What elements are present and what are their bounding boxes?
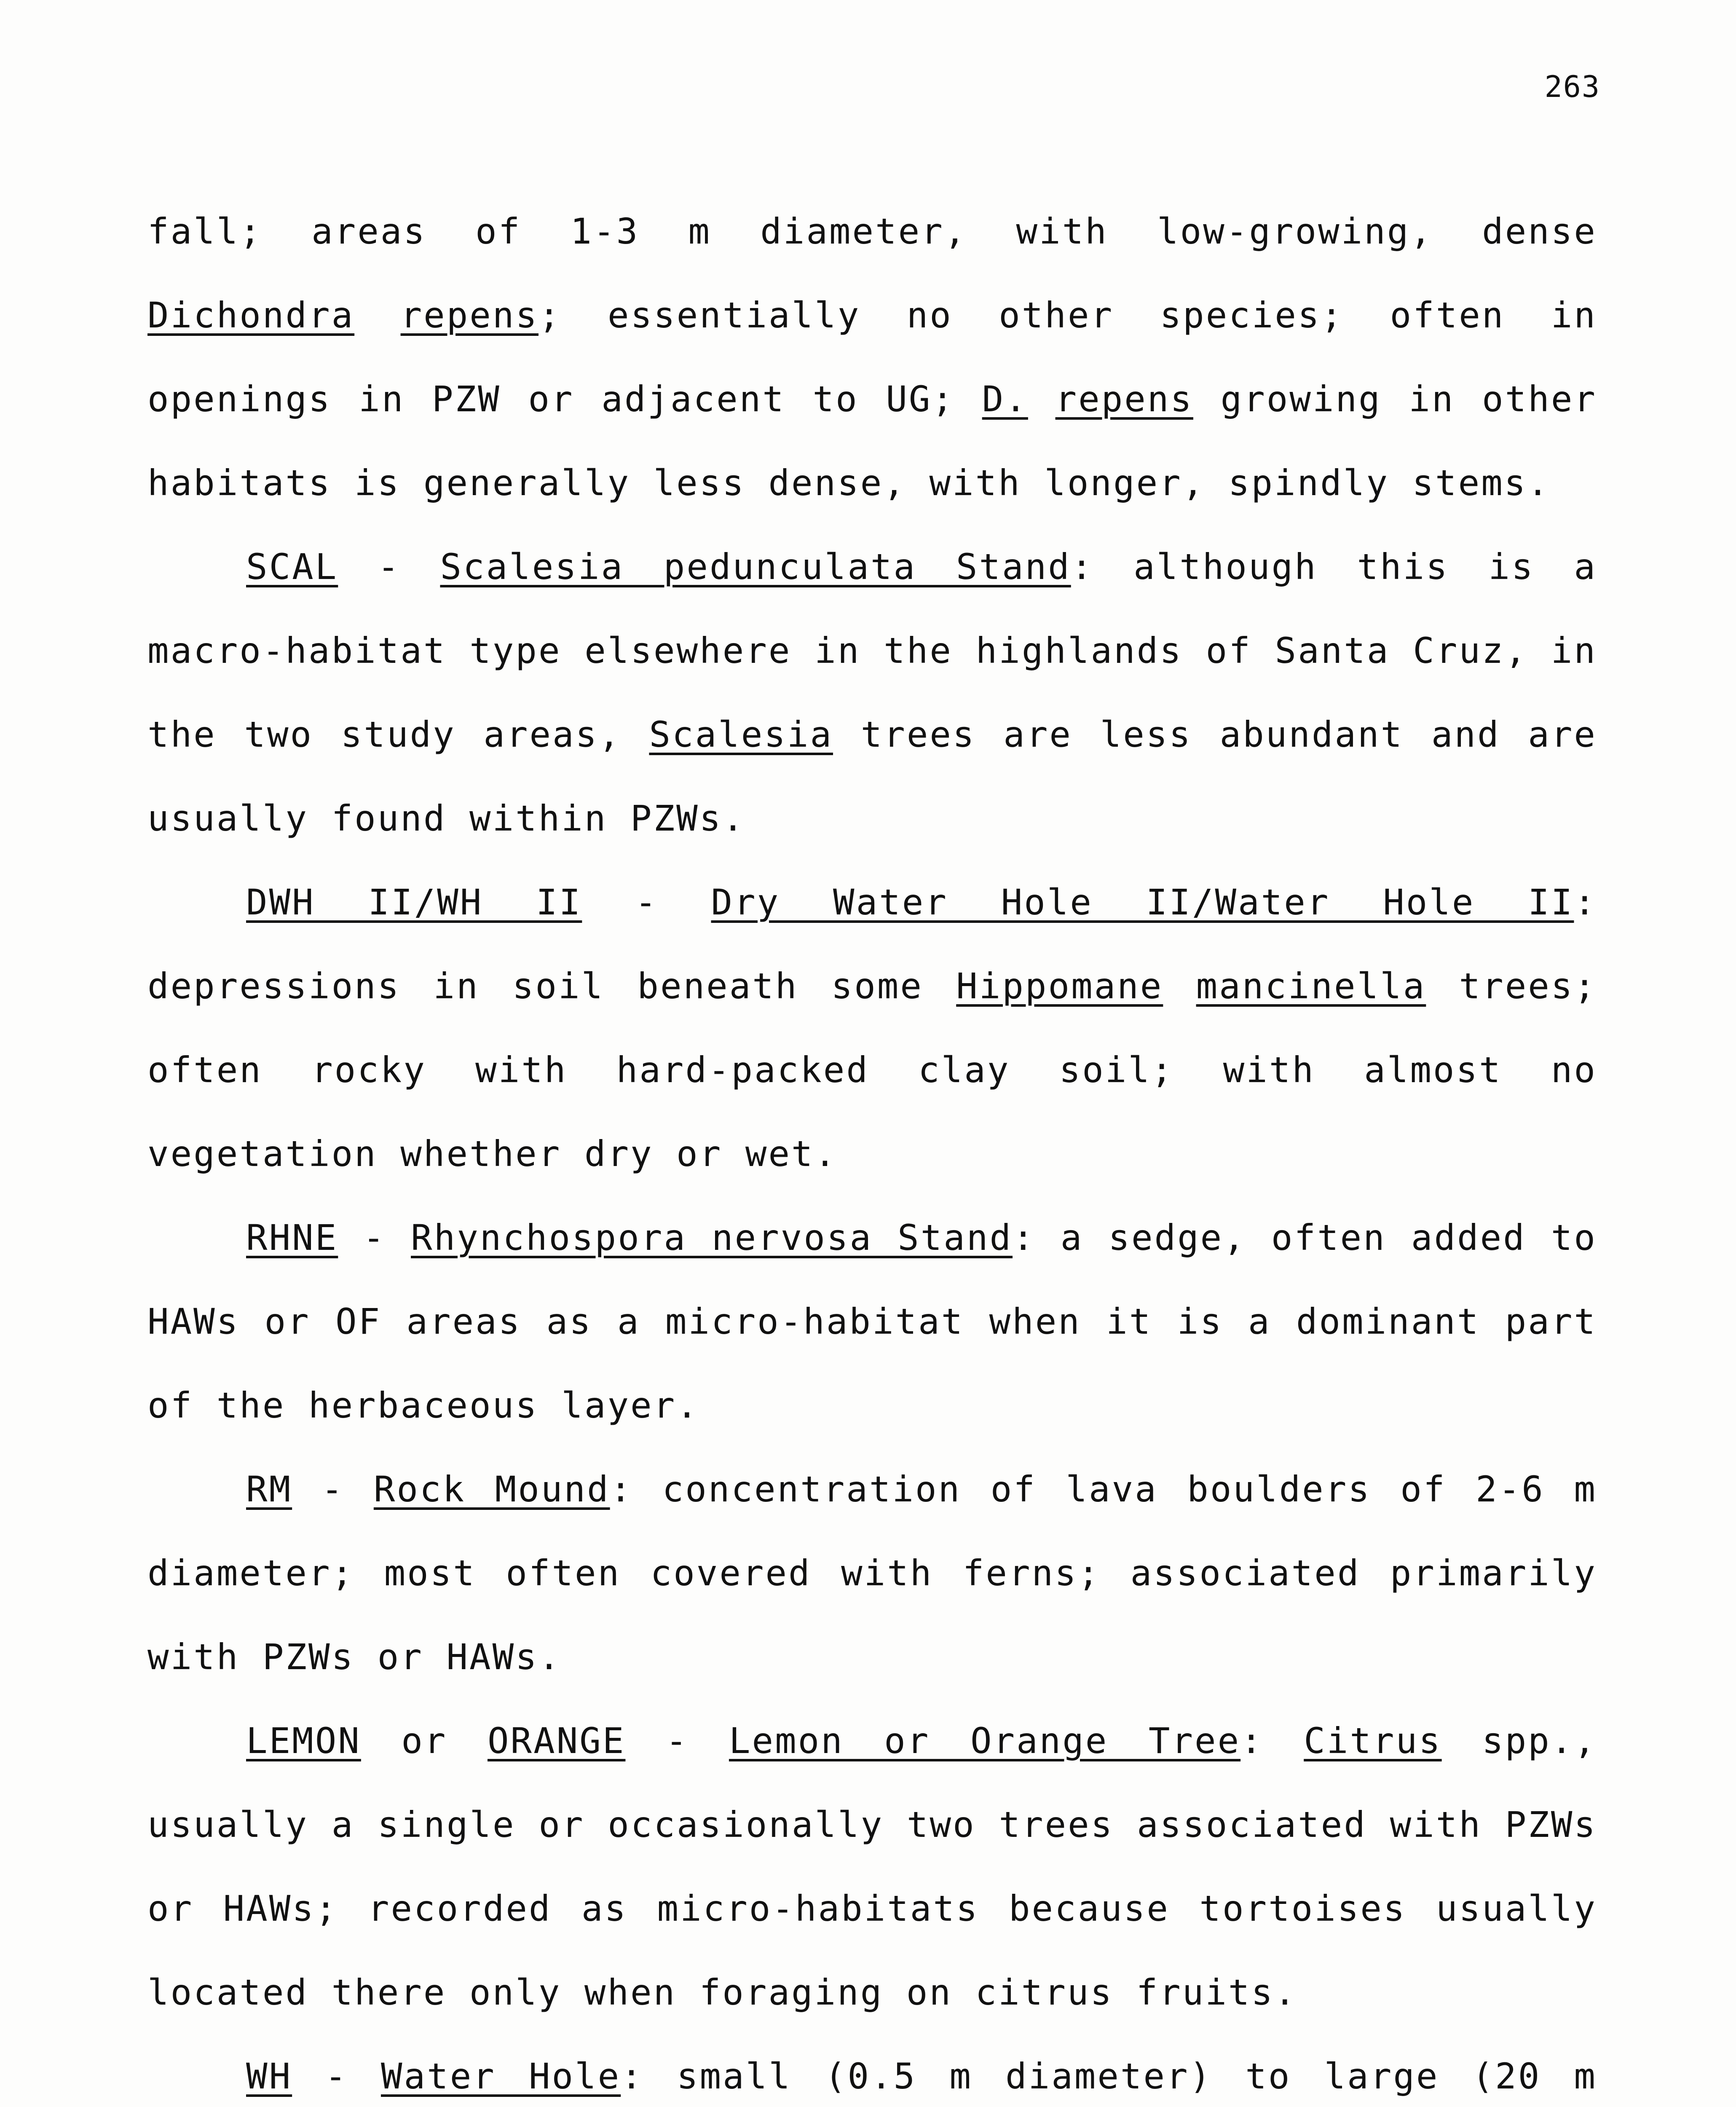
paragraph-lemon-orange — [147, 1699, 1597, 2035]
paragraph-rm — [147, 1448, 1597, 1699]
habitat-code: DWH II/WH II — [246, 882, 582, 923]
body-text — [147, 190, 1597, 2107]
species-name: Dichondra — [147, 295, 355, 336]
text-run: - — [338, 546, 440, 587]
habitat-code: LEMON — [246, 1720, 361, 1761]
species-name: repens — [1055, 378, 1193, 420]
text-run — [1163, 965, 1196, 1007]
paragraph-dichondra-continuation — [147, 190, 1597, 525]
habitat-title: Scalesia pedunculata Stand — [440, 546, 1071, 587]
text-run: fall; areas of 1-3 m diameter, with low-growing, dense — [147, 211, 1597, 252]
text-run: : depressions in soil beneath some — [147, 882, 1597, 1007]
text-run: trees; often rocky with hard-packed clay soil; with almost no vegetation whether dry or wet. — [147, 965, 1597, 1174]
text-run: : concentration of lava boulders of 2-6 m diameter; most often covered with ferns; associated primarily with PZWs or HAWs. — [147, 1469, 1597, 1678]
text-run: : although this is a macro-habitat type elsewhere in the highlands of Santa Cruz, in the two study areas, — [147, 546, 1597, 755]
text-run: - — [338, 1217, 411, 1258]
text-run: or — [361, 1720, 488, 1761]
text-run: - — [292, 2056, 381, 2097]
text-run — [1028, 378, 1056, 420]
habitat-title: Dry Water Hole II/Water Hole II — [711, 882, 1574, 923]
habitat-title: Rhynchospora nervosa Stand — [411, 1217, 1013, 1258]
page-number: 263 — [1544, 70, 1600, 104]
text-run: : a sedge, often added to HAWs or OF areas as a micro-habitat when it is a dominant part of the herbaceous layer. — [147, 1217, 1597, 1426]
paragraph-wh — [147, 2035, 1597, 2107]
text-run: ; essentially no other species; often in openings in PZW or adjacent to UG; — [147, 295, 1597, 420]
text-run — [354, 295, 400, 336]
species-name: Hippomane — [956, 965, 1163, 1007]
species-name: D. — [982, 378, 1028, 420]
habitat-code: RM — [246, 1469, 292, 1510]
habitat-code: WH — [246, 2056, 292, 2097]
paragraph-scal — [147, 525, 1597, 860]
text-run: growing in other habitats is generally less dense, with longer, spindly stems. — [147, 378, 1597, 504]
text-run: - — [582, 882, 711, 923]
species-name: repens — [400, 295, 539, 336]
habitat-code: ORANGE — [487, 1720, 626, 1761]
text-run: trees are less abundant and are usually found within PZWs. — [147, 714, 1597, 839]
habitat-title: Rock Mound — [373, 1469, 610, 1510]
species-name: mancinella — [1196, 965, 1426, 1007]
text-run: : — [1240, 1720, 1304, 1761]
habitat-title: Water Hole — [380, 2056, 621, 2097]
habitat-code: RHNE — [246, 1217, 338, 1258]
text-run: - — [292, 1469, 374, 1510]
paragraph-rhne — [147, 1196, 1597, 1448]
habitat-title: Lemon or Orange Tree — [729, 1720, 1241, 1761]
paragraph-dwh-wh-ii — [147, 860, 1597, 1196]
text-run: : small (0.5 m diameter) to large (20 m — [621, 2056, 1597, 2097]
text-run: - — [625, 1720, 729, 1761]
text-run: spp., usually a single or occasionally two trees associated with PZWs or HAWs; recorded as micro-habitats because tortoises usually located there only when foraging on citrus fruits. — [147, 1720, 1597, 2013]
species-name: Scalesia — [649, 714, 833, 755]
species-name: Citrus — [1304, 1720, 1442, 1761]
habitat-code: SCAL — [246, 546, 338, 587]
